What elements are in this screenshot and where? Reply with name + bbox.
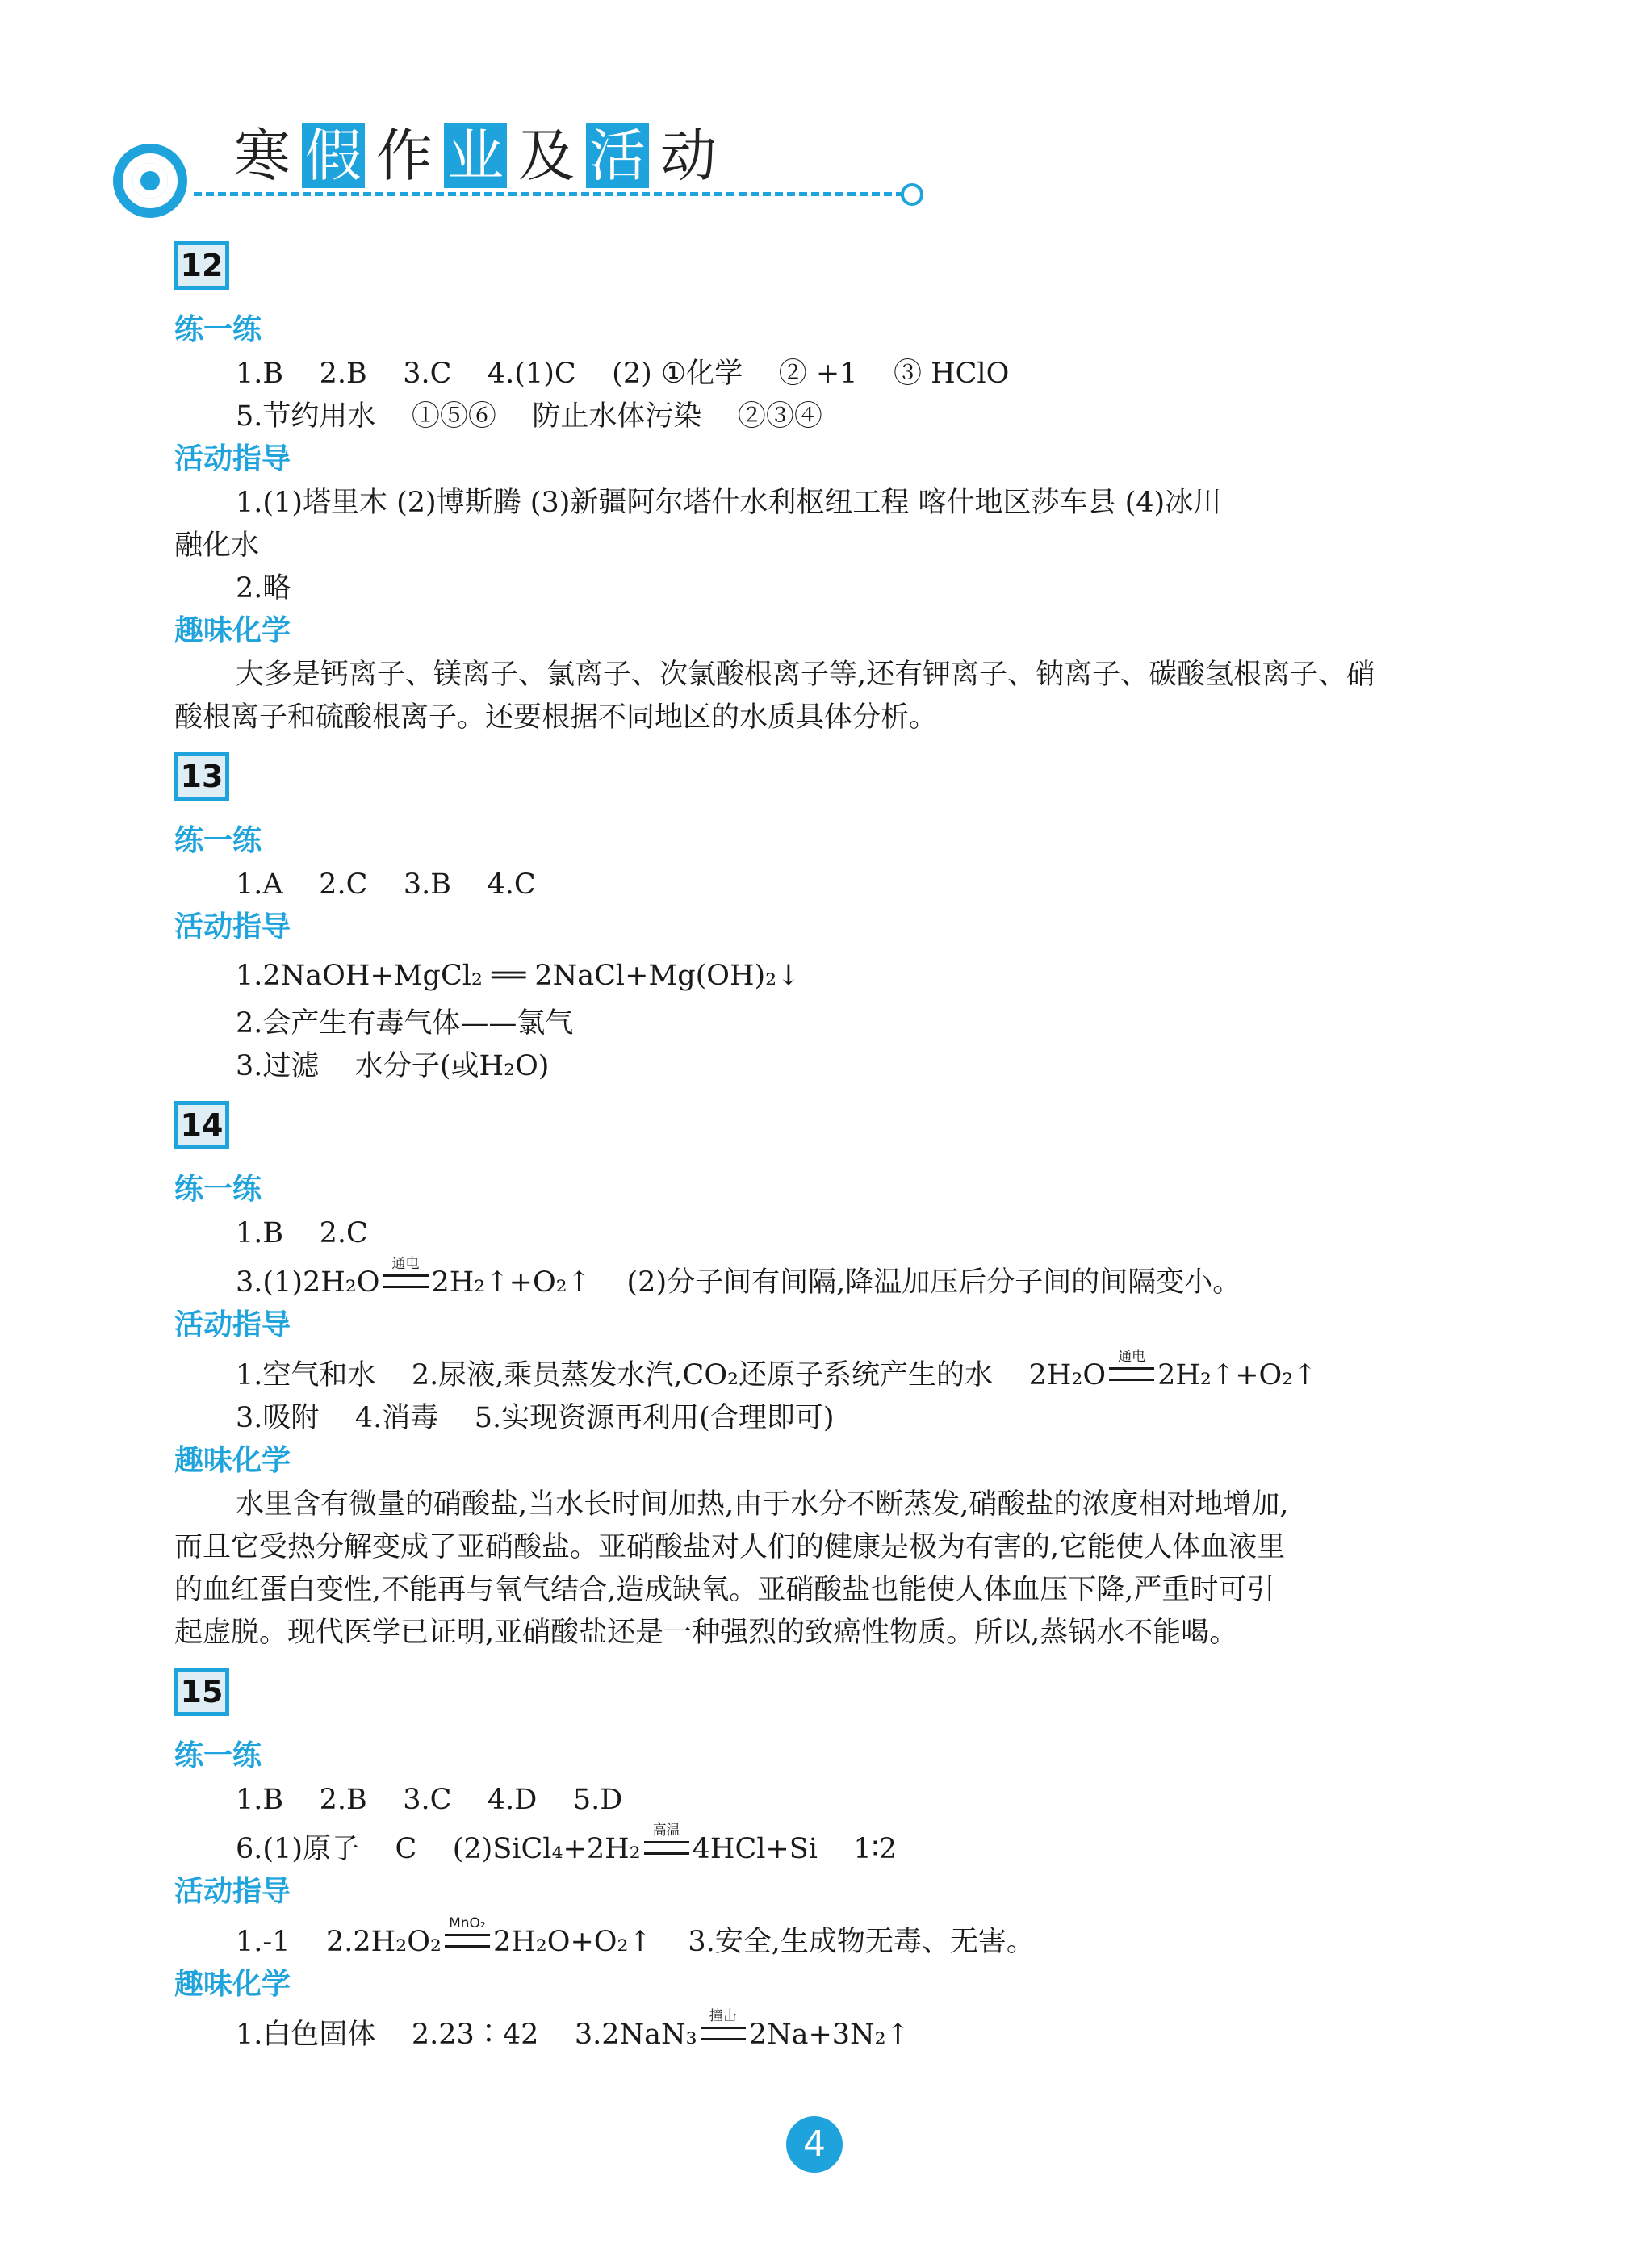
- page-header: [113, 121, 839, 218]
- reaction-condition: [445, 1915, 490, 1951]
- answer-line: 1.B 2.B 3.C 4.D 5.D: [236, 1784, 623, 1816]
- equation-reactants: 6.(1)原子 C (2)SiCl₄+2H₂: [236, 1833, 641, 1865]
- reaction-condition: [383, 1256, 429, 1291]
- answer-line: 1.A 2.C 3.B 4.C: [236, 868, 536, 901]
- equation-line: [174, 1349, 1458, 1397]
- subheading-practice: 练一练: [174, 313, 262, 346]
- equation-line: [174, 1256, 1458, 1304]
- title-char: 作: [376, 123, 433, 189]
- equation-reactants: 1.空气和水 2.尿液,乘员蒸发水汽,CO₂还原子系统产生的水 2H₂O: [236, 1359, 1107, 1391]
- subheading-activity: 活动指导: [174, 442, 291, 475]
- equation-products: 4HCl+Si 1∶2: [692, 1833, 898, 1865]
- answer-line: 2.会产生有毒气体——氯气: [236, 1007, 574, 1040]
- condition-label: 通电: [1118, 1349, 1146, 1365]
- subheading-activity: 活动指导: [174, 1308, 291, 1341]
- paragraph-line: 融化水: [174, 529, 260, 562]
- section-13: [174, 749, 1458, 1088]
- title-char-highlight: 活: [586, 123, 649, 188]
- paragraph-line: 水里含有微量的硝酸盐,当水长时间加热,由于水分不断蒸发,硝酸盐的浓度相对地增加,: [236, 1488, 1289, 1521]
- condition-label: MnO₂: [449, 1915, 486, 1931]
- subheading-fun-chemistry: 趣味化学: [174, 1968, 291, 2001]
- answer-line: 3.过滤 水分子(或H₂O): [236, 1050, 550, 1082]
- paragraph-line: 而且它受热分解变成了亚硝酸盐。亚硝酸盐对人们的健康是极为有害的,它能使人体血液里: [174, 1531, 1286, 1563]
- title-char: 动: [660, 123, 717, 189]
- equation-reactants: 1.白色固体 2.23∶42 3.2NaN₃: [236, 2019, 697, 2051]
- title-char-highlight: 业: [444, 123, 507, 188]
- section-number-badge: 13: [174, 752, 229, 801]
- paragraph-line: 大多是钙离子、镁离子、氯离子、次氯酸根离子等,还有钾离子、钠离子、碳酸氢根离子、硝: [236, 659, 1375, 691]
- paragraph-line: 起虚脱。现代医学已证明,亚硝酸盐还是一种强烈的致癌性物质。所以,蒸锅水不能喝。: [174, 1617, 1238, 1649]
- paragraph-line: 的血红蛋白变性,不能再与氧气结合,造成缺氧。亚硝酸盐也能使人体血压下降,严重时可引: [174, 1574, 1275, 1606]
- condition-label: 高温: [652, 1822, 680, 1839]
- section-15: [174, 1664, 1458, 2057]
- subheading-practice: 练一练: [174, 1173, 262, 1206]
- section-number-badge: 12: [174, 241, 229, 290]
- equation-products: 2H₂O+O₂↑ 3.安全,生成物无毒、无害。: [492, 1926, 1035, 1958]
- subheading-practice: 练一练: [174, 1739, 262, 1772]
- answer-line: 1.B 2.C: [236, 1217, 368, 1249]
- equation-products: 2Na+3N₂↑: [748, 2019, 910, 2051]
- equation-reactants: 3.(1)2H₂O: [236, 1266, 380, 1299]
- reaction-condition: [1109, 1349, 1154, 1384]
- page-number-badge: 4: [786, 2116, 843, 2173]
- answer-paragraph: [174, 482, 1458, 567]
- subheading-fun-chemistry: 趣味化学: [174, 614, 291, 647]
- answer-line: 3.吸附 4.消毒 5.实现资源再利用(合理即可): [236, 1402, 835, 1434]
- section-number-badge: 15: [174, 1668, 229, 1716]
- answer-line: 2.略: [236, 572, 291, 605]
- reaction-condition: [701, 2008, 746, 2044]
- section-14: [174, 1098, 1458, 1655]
- equation-line: 1.2NaOH+MgCl₂ ══ 2NaCl+Mg(OH)₂↓: [236, 960, 801, 992]
- answer-content: [174, 238, 1458, 2057]
- paragraph-line: 1.(1)塔里木 (2)博斯腾 (3)新疆阿尔塔什水利枢纽工程 喀什地区莎车县 (4)冰川: [236, 487, 1222, 519]
- answer-line: 5.节约用水 ①⑤⑥ 防止水体污染 ②③④: [236, 400, 822, 433]
- page-title: [234, 121, 717, 190]
- equation-line: [174, 1822, 1458, 1871]
- title-char-highlight: 假: [302, 123, 365, 188]
- equation-line: [174, 2008, 1458, 2057]
- condition-label: 撞击: [709, 2008, 737, 2024]
- title-char: 及: [518, 123, 575, 189]
- paragraph-line: 酸根离子和硫酸根离子。还要根据不同地区的水质具体分析。: [174, 701, 938, 734]
- subheading-fun-chemistry: 趣味化学: [174, 1444, 291, 1477]
- section-number-badge: 14: [174, 1101, 229, 1149]
- target-circle-icon: [113, 144, 187, 218]
- subheading-practice: 练一练: [174, 824, 262, 857]
- answer-paragraph: [174, 654, 1458, 739]
- title-char: 寒: [234, 123, 291, 189]
- equation-reactants: 1.-1 2.2H₂O₂: [236, 1926, 442, 1958]
- equation-products: 2H₂↑+O₂↑ (2)分子间有间隔,降温加压后分子间的间隔变小。: [431, 1266, 1241, 1299]
- equation-line: [174, 1915, 1458, 1964]
- condition-label: 通电: [391, 1256, 420, 1272]
- answer-paragraph: [174, 1483, 1458, 1655]
- subheading-activity: 活动指导: [174, 910, 291, 944]
- section-12: [174, 238, 1458, 739]
- dashed-divider: [194, 192, 904, 196]
- reaction-condition: [644, 1822, 689, 1858]
- answer-line: 1.B 2.B 3.C 4.(1)C (2) ①化学 ② +1 ③ HClO: [236, 358, 1010, 390]
- subheading-activity: 活动指导: [174, 1875, 291, 1908]
- divider-end-dot-icon: [901, 183, 923, 206]
- equation-products: 2H₂↑+O₂↑: [1157, 1359, 1317, 1391]
